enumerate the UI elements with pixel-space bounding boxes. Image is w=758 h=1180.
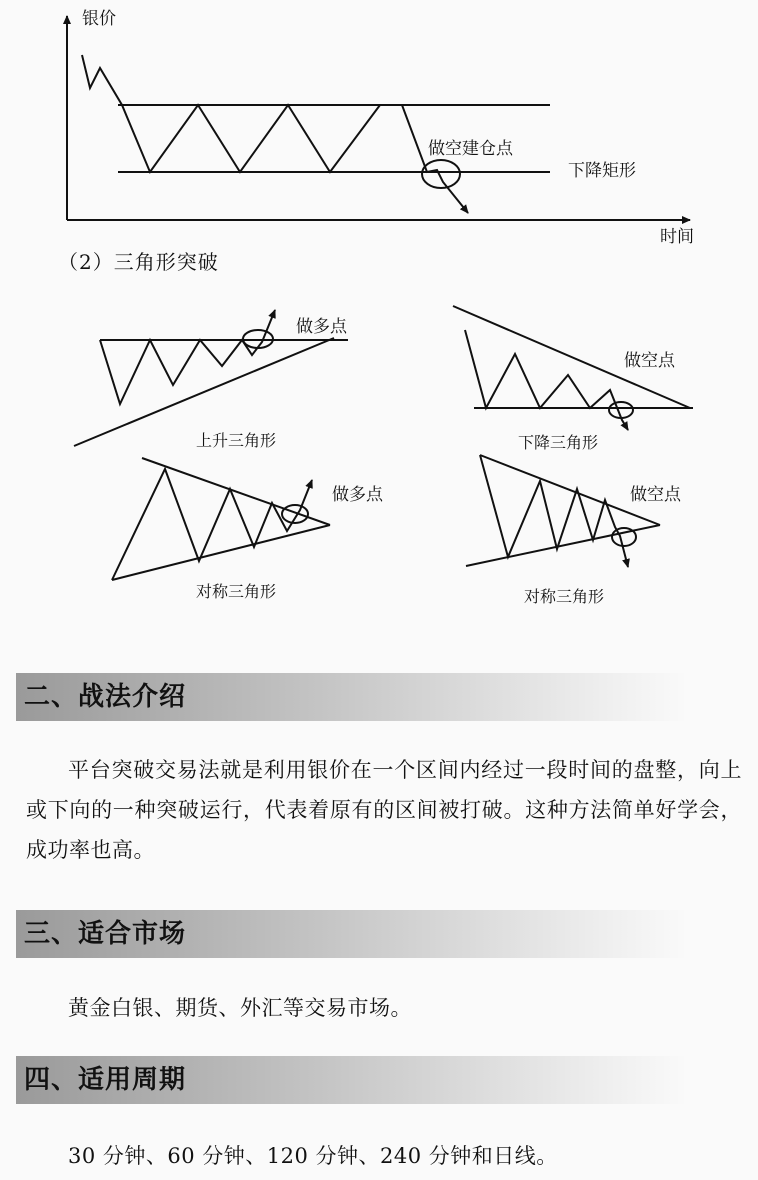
section-title: 四、适用周期 (24, 1065, 187, 1095)
section-title: 三、适合市场 (24, 919, 187, 949)
rectangle-breakout-diagram (67, 16, 690, 220)
section-header-periods (16, 1056, 688, 1104)
y-axis-label: 银价 (82, 9, 116, 29)
symmetric-short-caption: 对称三角形 (524, 587, 605, 606)
section-header-strategy (16, 673, 688, 721)
price-path (465, 330, 628, 430)
price-path (112, 469, 312, 580)
rising-support-line (74, 338, 334, 446)
pattern-label: 下降矩形 (568, 161, 636, 181)
section-body-periods: 30 分钟、60 分钟、120 分钟、240 分钟和日线。 (68, 1144, 558, 1168)
short-point-circle (422, 160, 460, 188)
symmetric-triangle-long-diagram (112, 458, 330, 580)
price-path (82, 55, 468, 213)
section-body-markets: 黄金白银、期货、外汇等交易市场。 (68, 996, 412, 1020)
symmetric-long-point-label: 做多点 (332, 485, 383, 505)
symmetric-long-caption: 对称三角形 (196, 582, 277, 601)
upper-line (142, 458, 330, 525)
descending-caption: 下降三角形 (518, 433, 599, 452)
section-title: 二、战法介绍 (24, 682, 187, 712)
price-path (480, 455, 628, 567)
short-point-label: 做空建仓点 (428, 139, 513, 159)
ascending-caption: 上升三角形 (196, 431, 277, 450)
section-header-markets (16, 910, 688, 958)
descending-point-label: 做空点 (624, 351, 675, 371)
subheading-triangle-breakout: （2）三角形突破 (58, 250, 219, 274)
symmetric-short-point-label: 做空点 (630, 485, 681, 505)
x-axis-label: 时间 (660, 227, 694, 247)
breakout-circle (282, 505, 308, 523)
symmetric-triangle-short-diagram (466, 455, 660, 567)
section-body-strategy: 平台突破交易法就是利用银价在一个区间内经过一段时间的盘整，向上或下向的一种突破运行，代表着原有的区间被打破。这种方法简单好学会，成功率也高。 (26, 758, 742, 862)
ascending-point-label: 做多点 (296, 317, 347, 337)
breakdown-circle (612, 528, 636, 546)
lower-line (112, 525, 330, 580)
price-path (100, 310, 275, 404)
